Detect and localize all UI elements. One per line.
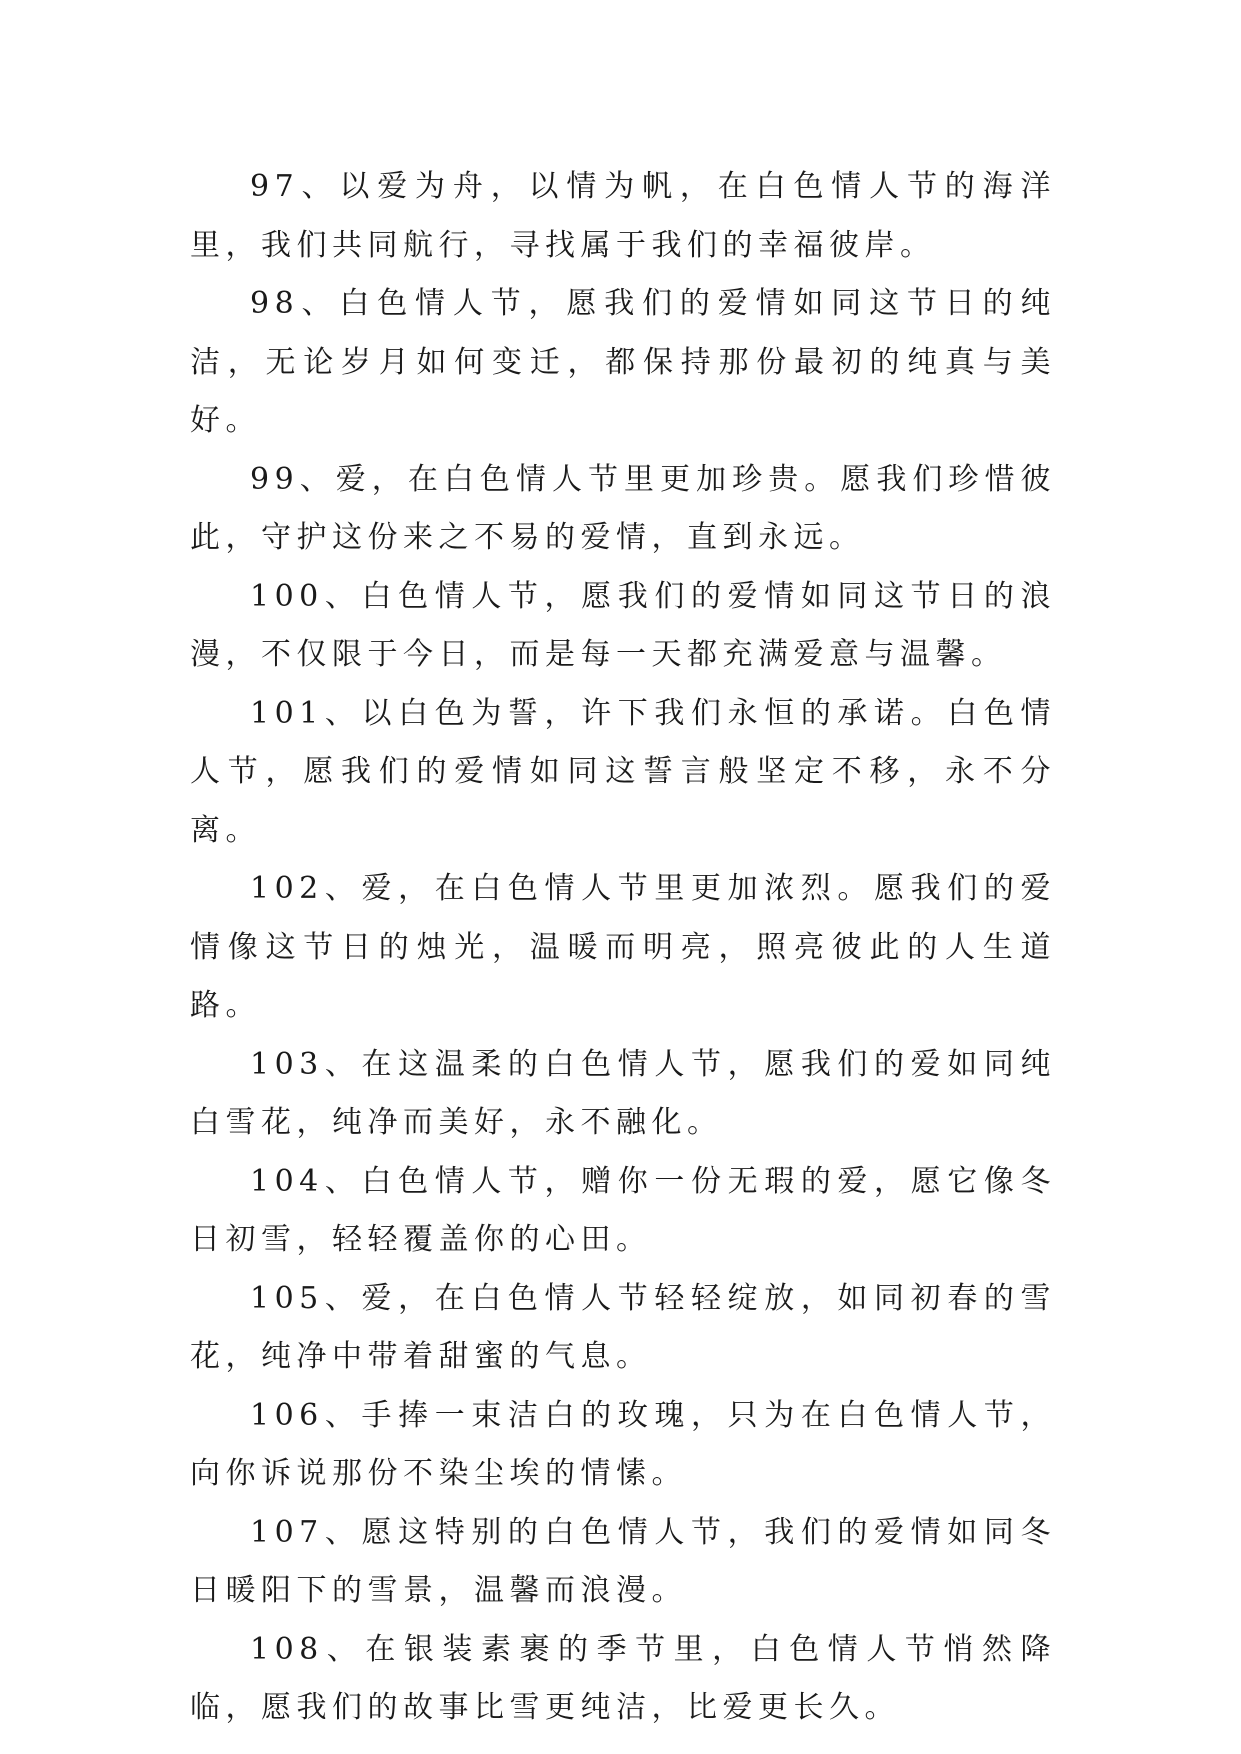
- paragraph-107: 107、愿这特别的白色情人节，我们的爱情如同冬日暖阳下的雪景，温馨而浪漫。: [190, 1514, 1056, 1608]
- paragraph-98: 98、白色情人节，愿我们的爱情如同这节日的纯洁，无论岁月如何变迁，都保持那份最初的纯真与美好。: [190, 286, 1056, 438]
- paragraph-104: 104、白色情人节，赠你一份无瑕的爱，愿它像冬日初雪，轻轻覆盖你的心田。: [190, 1163, 1056, 1257]
- paragraph-100: 100、白色情人节，愿我们的爱情如同这节日的浪漫，不仅限于今日，而是每一天都充满爱意与温馨。: [190, 578, 1056, 672]
- paragraph-101: 101、以白色为誓，许下我们永恒的承诺。白色情人节，愿我们的爱情如同这誓言般坚定不移，永不分离。: [190, 695, 1056, 848]
- paragraph-102: 102、爱，在白色情人节里更加浓烈。愿我们的爱情像这节日的烛光，温暖而明亮，照亮彼此的人生道路。: [190, 871, 1056, 1023]
- paragraph-97: 97、以爱为舟，以情为帆，在白色情人节的海洋里，我们共同航行，寻找属于我们的幸福彼岸。: [190, 169, 1056, 263]
- paragraph-99: 99、爱，在白色情人节里更加珍贵。愿我们珍惜彼此，守护这份来之不易的爱情，直到永远。: [190, 461, 1056, 555]
- paragraph-108: 108、在银装素裹的季节里，白色情人节悄然降临，愿我们的故事比雪更纯洁，比爱更长久。: [190, 1631, 1056, 1725]
- paragraph-103: 103、在这温柔的白色情人节，愿我们的爱如同纯白雪花，纯净而美好，永不融化。: [190, 1046, 1056, 1140]
- paragraph-105: 105、爱，在白色情人节轻轻绽放，如同初春的雪花，纯净中带着甜蜜的气息。: [190, 1280, 1056, 1374]
- paragraph-106: 106、手捧一束洁白的玫瑰，只为在白色情人节，向你诉说那份不染尘埃的情愫。: [190, 1397, 1056, 1491]
- document-body: [190, 158, 1056, 1738]
